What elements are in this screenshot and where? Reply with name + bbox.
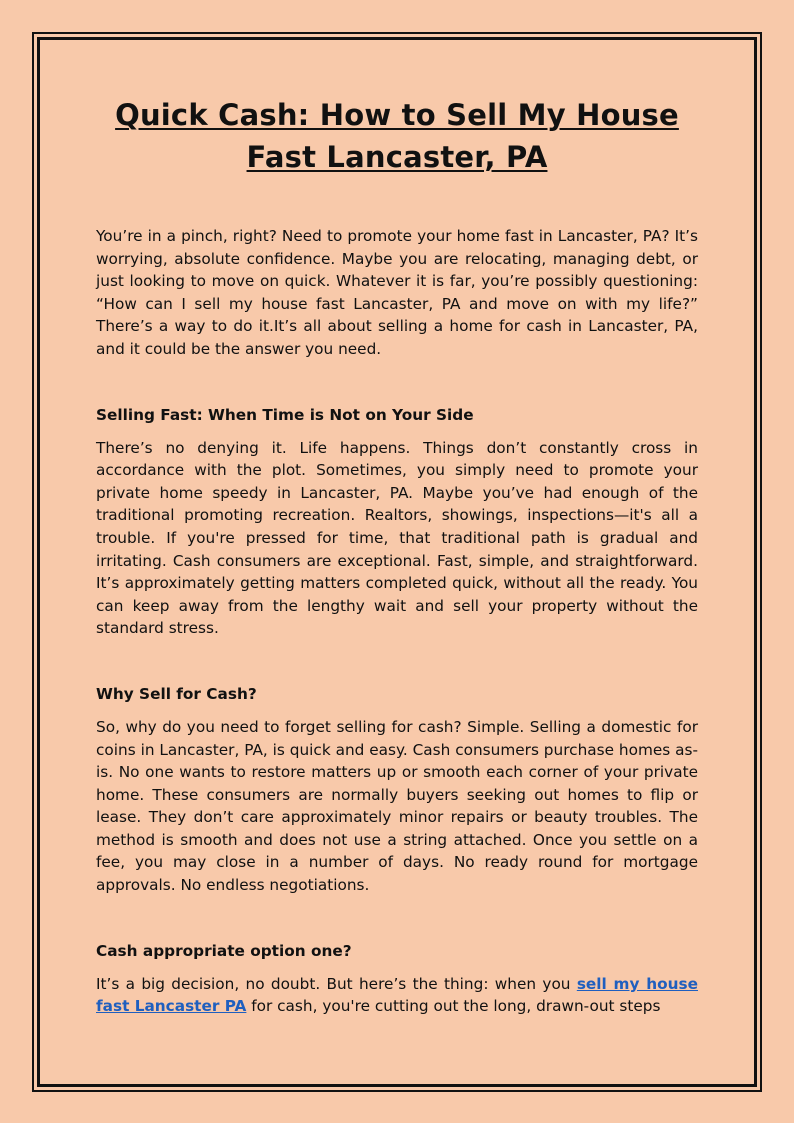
cash-option-text-after-link: for cash, you're cutting out the long, drawn-out steps (246, 997, 661, 1016)
page-title: Quick Cash: How to Sell My House Fast Lancaster, PA (115, 98, 679, 174)
sell-house-fast-link[interactable]: sell my house fast Lancaster PA (96, 974, 698, 1016)
document-body (96, 94, 698, 1018)
section-body-why-cash: So, why do you need to forget selling for cash? Simple. Selling a domestic for coins in Lancaster, PA, is quick and easy. Cash consumers purchase homes as-is. No one wants to restore matters up or smooth each corner of your private home. These consumers are normally buyers seeking out homes to flip or lease. They don’t care approximately minor repairs or beauty troubles. The method is smooth and does not use a string attached. Once you settle on a fee, you may close in a number of days. No ready round for mortgage approvals. No endless negotiations. (96, 717, 698, 895)
section-heading-selling-fast: Selling Fast: When Time is Not on Your Side (96, 405, 474, 424)
section-heading-why-cash: Why Sell for Cash? (96, 684, 257, 703)
intro-paragraph: You’re in a pinch, right? Need to promote your home fast in Lancaster, PA? It’s worrying, absolute confidence. Maybe you are relocating, managing debt, or just looking to move on quick. Whatever it is far, you’re possibly questioning: “How can I sell my house fast Lancaster, PA and move on with my life?” There’s a way to do it.It’s all about selling a home for cash in Lancaster, PA, and it could be the answer you need. (96, 227, 698, 358)
cash-option-text-before-link: It’s a big decision, no doubt. But here’s the thing: when you (96, 974, 577, 993)
section-body-cash-option (96, 973, 698, 1018)
section-heading-cash-option: Cash appropriate option one? (96, 941, 352, 960)
section-body-selling-fast: There’s no denying it. Life happens. Things don’t constantly cross in accordance with the plot. Sometimes, you simply need to promote your private home speedy in Lancaster, PA. Maybe you’ve had enough of the traditional promoting recreation. Realtors, showings, inspections—it's all a trouble. If you're pressed for time, that traditional path is gradual and irritating. Cash consumers are exceptional. Fast, simple, and straightforward. It’s approximately getting matters completed quick, without all the ready. You can keep away from the lengthy wait and sell your property without the standard stress. (96, 438, 698, 638)
